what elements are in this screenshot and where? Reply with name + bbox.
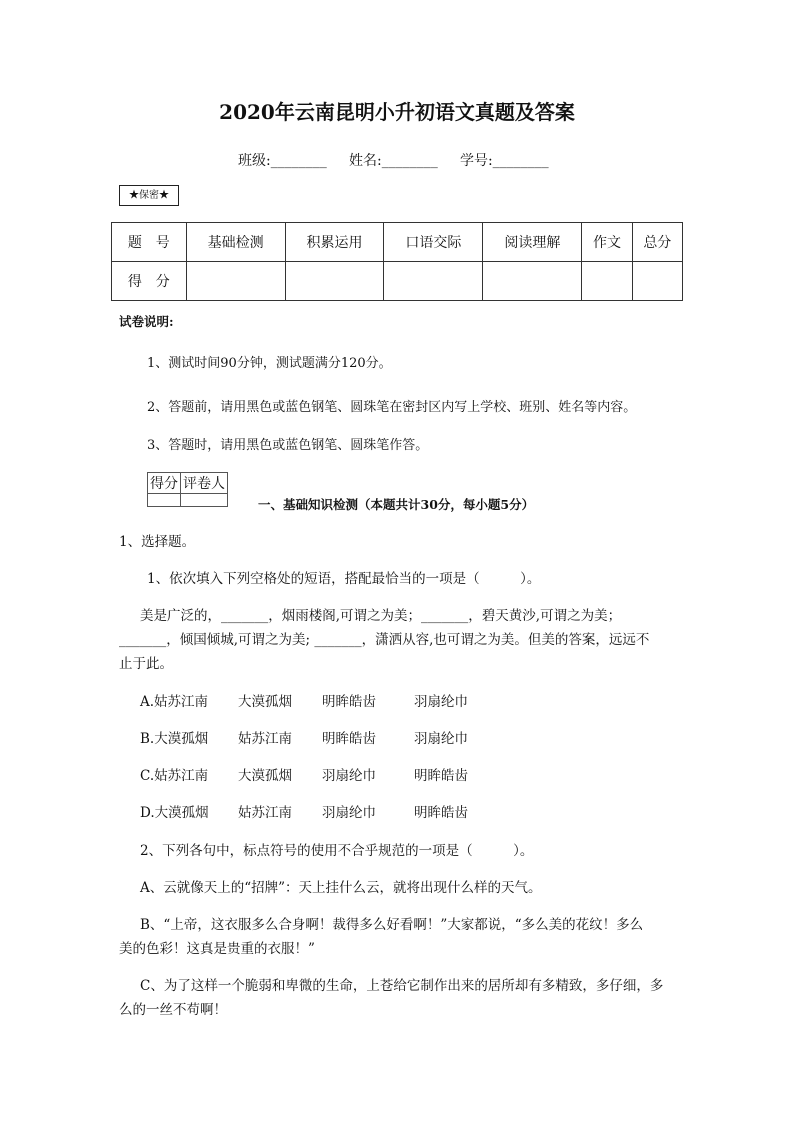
- score-header-cell: 题 号: [112, 223, 187, 262]
- score-header-cell: 积累运用: [285, 223, 384, 262]
- question-2-option-b-cont: 美的色彩！这真是贵重的衣服！”: [119, 941, 315, 957]
- score-cell: [483, 262, 582, 301]
- confidential-badge: ★保密★: [119, 185, 179, 206]
- score-header-cell: 口语交际: [384, 223, 483, 262]
- question-2-stem: 2、下列各句中，标点符号的使用不合乎规范的一项是（ ）。: [140, 843, 534, 859]
- question-2-option-c-cont: 么的一丝不苟啊！: [119, 1002, 227, 1018]
- grader-score-label: 得分: [148, 473, 181, 494]
- section-heading: 一、基础知识检测（本题共计30分，每小题5分）: [258, 497, 535, 512]
- class-field: 班级:________: [238, 153, 327, 169]
- score-table: [111, 222, 683, 301]
- question-2-option-a: A、云就像天上的“招牌”：天上挂什么云，就将出现什么样的天气。: [140, 880, 542, 896]
- score-row-label: 得 分: [112, 262, 187, 301]
- question-2-option-c: C、为了这样一个脆弱和卑微的生命，上苍给它制作出来的居所却有多精致，多仔细，多: [140, 978, 664, 994]
- question-1-passage-line: 止于此。: [119, 656, 173, 672]
- instruction-item: 1、测试时间90分钟，测试题满分120分。: [147, 356, 392, 371]
- score-cell: [582, 262, 632, 301]
- score-cell: [384, 262, 483, 301]
- score-header-cell: 总分: [632, 223, 682, 262]
- page-title: 2020年云南昆明小升初语文真题及答案: [219, 100, 575, 124]
- score-header-cell: 作文: [582, 223, 632, 262]
- grader-table: [147, 472, 228, 507]
- question-1-passage-line: 美是广泛的，_______，烟雨楼阁,可谓之为美；_______，碧天黄沙,可谓之为美；: [140, 608, 622, 624]
- instructions-heading: 试卷说明:: [119, 314, 174, 329]
- grader-score-cell: [148, 494, 181, 507]
- score-cell: [186, 262, 285, 301]
- grader-name-label: 评卷人: [181, 473, 228, 494]
- question-type-label: 1、选择题。: [119, 534, 196, 550]
- score-cell: [632, 262, 682, 301]
- question-1-stem: 1、依次填入下列空格处的短语，搭配最恰当的一项是（ ）。: [147, 571, 541, 587]
- question-1-option: C.姑苏江南 大漠孤烟 羽扇纶巾 明眸皓齿: [140, 768, 468, 784]
- question-2-option-b: B、“上帝，这衣服多么合身啊！裁得多么好看啊！”大家都说，“多么美的花纹！多么: [140, 917, 644, 933]
- question-1-option: B.大漠孤烟 姑苏江南 明眸皓齿 羽扇纶巾: [140, 731, 468, 747]
- instruction-item: 3、答题时，请用黑色或蓝色钢笔、圆珠笔作答。: [147, 438, 429, 453]
- score-header-cell: 阅读理解: [483, 223, 582, 262]
- student-info-line: [238, 150, 549, 170]
- instruction-item: 2、答题前，请用黑色或蓝色钢笔、圆珠笔在密封区内写上学校、班别、姓名等内容。: [147, 400, 637, 415]
- question-1-option: D.大漠孤烟 姑苏江南 羽扇纶巾 明眸皓齿: [140, 805, 468, 821]
- question-1-option: A.姑苏江南 大漠孤烟 明眸皓齿 羽扇纶巾: [140, 694, 468, 710]
- grader-name-cell: [181, 494, 228, 507]
- score-table-score-row: [112, 262, 683, 301]
- score-table-header-row: [112, 223, 683, 262]
- score-cell: [285, 262, 384, 301]
- question-1-passage-line: _______，倾国倾城,可谓之为美; _______，潇洒从容,也可谓之为美。但美的答案，远远不: [119, 632, 650, 648]
- score-header-cell: 基础检测: [186, 223, 285, 262]
- student-id-field: 学号:________: [459, 153, 549, 169]
- name-field: 姓名:________: [348, 153, 438, 169]
